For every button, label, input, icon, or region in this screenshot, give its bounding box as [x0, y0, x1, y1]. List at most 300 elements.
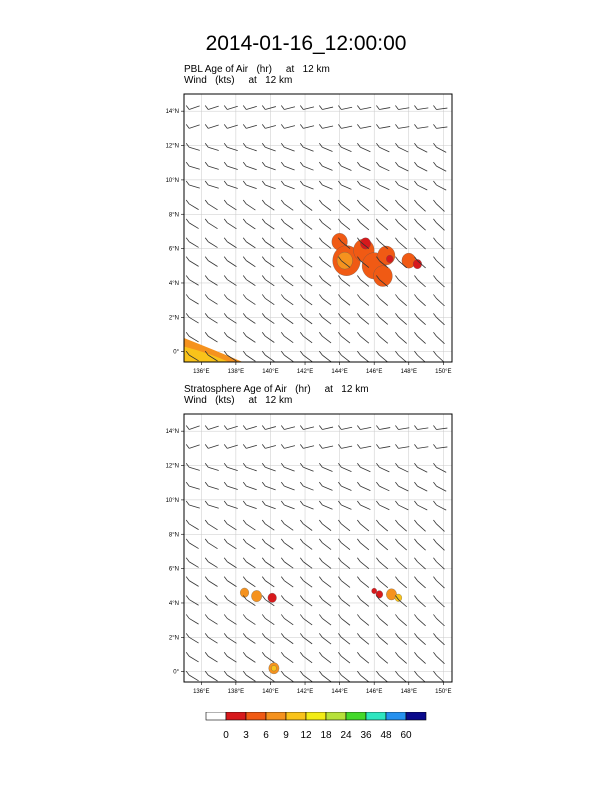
- wind-barb: [262, 200, 274, 210]
- wind-barb: [376, 633, 387, 644]
- wind-barb: [224, 332, 236, 342]
- wind-barb: [357, 425, 371, 429]
- wind-barb: [281, 181, 294, 189]
- wind-barb: [433, 539, 444, 550]
- wind-barb: [376, 124, 390, 128]
- wind-barb: [300, 162, 313, 170]
- wind-barb: [205, 408, 218, 411]
- lon-tick-label: 142°E: [296, 689, 314, 695]
- wind-barb: [224, 313, 236, 323]
- wind-barb: [300, 200, 312, 211]
- wind-barb: [319, 671, 331, 682]
- wind-barb: [262, 463, 275, 471]
- wind-barb: [414, 143, 427, 152]
- wind-barb: [376, 652, 387, 663]
- wind-barb: [319, 294, 331, 305]
- wind-barb: [300, 219, 312, 230]
- wind-barb: [433, 181, 446, 190]
- wind-barb: [205, 633, 217, 643]
- wind-barb: [395, 88, 409, 91]
- lat-tick-label: 2°N: [168, 315, 179, 322]
- wind-barb: [414, 276, 425, 287]
- contour-blob: [378, 246, 395, 265]
- wind-barb: [262, 124, 276, 128]
- wind-barb: [205, 520, 217, 530]
- contour-blob: [372, 588, 377, 594]
- wind-barb: [262, 425, 276, 429]
- wind-barb: [300, 463, 313, 471]
- wind-barb: [414, 294, 425, 305]
- wind-barb: [243, 501, 256, 509]
- wind-barb: [338, 200, 350, 211]
- wind-barb: [376, 520, 387, 531]
- wind-barb: [338, 124, 352, 128]
- colorbar-swatch: [286, 712, 306, 720]
- wind-barb: [300, 520, 312, 531]
- wind-barb: [357, 276, 369, 287]
- wind-barb: [224, 633, 236, 643]
- wind-barb: [281, 539, 293, 549]
- wind-barb: [224, 238, 236, 248]
- wind-barb: [395, 238, 406, 249]
- wind-barb: [357, 181, 370, 190]
- colorbar-label: 48: [380, 730, 392, 741]
- wind-barb: [262, 276, 274, 286]
- wind-barb: [319, 88, 333, 91]
- wind-barb: [243, 219, 255, 229]
- wind-barb: [395, 520, 406, 531]
- wind-barb: [224, 294, 236, 304]
- wind-barb: [186, 463, 200, 470]
- wind-barb: [357, 200, 369, 211]
- wind-barb: [357, 577, 369, 588]
- wind-barb: [414, 444, 428, 448]
- wind-barb: [243, 181, 256, 189]
- stratosphere-age-map: [160, 408, 460, 698]
- contour-blob: [337, 252, 353, 269]
- panel1-title-line1: PBL Age of Air (hr) at 12 km: [184, 64, 330, 75]
- wind-barb: [205, 313, 217, 323]
- wind-barb: [300, 482, 313, 490]
- wind-barb: [357, 124, 371, 128]
- lat-tick-label: 14°N: [165, 429, 179, 436]
- wind-barb: [357, 558, 369, 569]
- wind-barb: [319, 501, 332, 509]
- wind-barb: [281, 143, 294, 151]
- wind-barb: [205, 577, 217, 587]
- wind-barb: [243, 143, 256, 151]
- wind-barb: [281, 219, 293, 229]
- wind-barb: [338, 501, 351, 509]
- lon-tick-label: 136°E: [193, 369, 210, 375]
- wind-barb: [338, 652, 350, 663]
- wind-barb: [281, 444, 295, 448]
- wind-barb: [300, 313, 312, 324]
- lat-tick-label: 12°N: [165, 143, 179, 150]
- wind-barb: [433, 520, 444, 531]
- wind-barb: [414, 162, 427, 171]
- wind-barb: [376, 162, 389, 171]
- wind-barb: [186, 200, 198, 210]
- colorbar-swatch: [226, 712, 246, 720]
- wind-barb: [414, 200, 425, 211]
- wind-barb: [243, 105, 257, 109]
- wind-barb: [262, 162, 275, 170]
- wind-barb: [319, 105, 333, 109]
- contour-blob: [268, 593, 277, 602]
- wind-barb: [262, 88, 276, 91]
- wind-barb: [319, 408, 333, 411]
- colorbar-label: 60: [400, 730, 412, 741]
- wind-barb: [395, 162, 408, 171]
- wind-barb: [376, 88, 390, 91]
- wind-barb: [243, 671, 255, 681]
- wind-barb: [433, 332, 444, 343]
- wind-barb: [262, 482, 275, 490]
- wind-barb: [376, 444, 390, 448]
- wind-barb: [414, 520, 425, 531]
- wind-barb: [395, 294, 406, 305]
- wind-barb: [395, 200, 406, 211]
- wind-barb: [243, 124, 257, 128]
- wind-barb: [186, 614, 198, 624]
- wind-barb: [205, 276, 217, 286]
- wind-barb: [262, 577, 274, 587]
- wind-barb: [205, 558, 217, 568]
- wind-barb: [376, 408, 390, 411]
- wind-barb: [300, 276, 312, 287]
- wind-barb: [243, 444, 257, 448]
- lon-tick-label: 140°E: [262, 369, 279, 375]
- wind-barb: [186, 482, 200, 489]
- colorbar-label: 0: [223, 730, 229, 741]
- wind-barb: [319, 463, 332, 471]
- wind-barb: [395, 425, 409, 429]
- wind-barb: [186, 238, 198, 248]
- wind-barb: [186, 408, 199, 411]
- wind-barb: [376, 671, 387, 682]
- lon-tick-label: 144°E: [331, 369, 348, 375]
- wind-barb: [186, 294, 198, 304]
- wind-barb: [395, 332, 406, 343]
- wind-barb: [395, 408, 409, 411]
- wind-barb: [433, 219, 444, 230]
- wind-barb: [243, 332, 255, 342]
- wind-barb: [205, 444, 218, 448]
- wind-barb: [224, 200, 236, 210]
- wind-barb: [224, 558, 236, 568]
- plot-area: [184, 88, 452, 363]
- wind-barb: [205, 652, 217, 662]
- wind-barb: [300, 425, 314, 429]
- wind-barb: [319, 200, 331, 211]
- wind-barb: [433, 425, 447, 429]
- wind-barb: [205, 257, 217, 267]
- wind-barb: [433, 596, 444, 607]
- wind-barb: [300, 105, 314, 109]
- wind-barb: [300, 614, 312, 625]
- wind-barb: [281, 501, 294, 509]
- wind-barb: [357, 105, 371, 109]
- wind-barb: [395, 482, 408, 491]
- wind-barb: [186, 257, 198, 267]
- wind-barb: [357, 88, 371, 91]
- lon-tick-label: 146°E: [365, 369, 383, 375]
- panel2-title-line2: Wind (kts) at 12 km: [184, 395, 293, 406]
- wind-barb: [338, 520, 350, 531]
- panel2-title-line1: Stratosphere Age of Air (hr) at 12 km: [184, 384, 369, 395]
- wind-barb: [300, 332, 312, 343]
- wind-barb: [395, 633, 406, 644]
- wind-barb: [262, 558, 274, 568]
- wind-barb: [414, 124, 428, 128]
- lat-tick-label: 4°N: [168, 280, 179, 287]
- wind-barb: [262, 501, 275, 509]
- wind-barb: [243, 463, 256, 471]
- wind-barb: [414, 596, 425, 607]
- wind-barb: [376, 558, 387, 569]
- wind-barb: [338, 351, 350, 362]
- wind-barb: [357, 351, 369, 362]
- wind-barb: [205, 105, 218, 109]
- wind-barb: [395, 652, 406, 663]
- wind-barb: [243, 162, 256, 170]
- wind-barb: [376, 482, 389, 491]
- colorbar-label: 9: [283, 730, 289, 741]
- wind-barb: [300, 88, 314, 91]
- wind-barb: [433, 501, 446, 510]
- wind-barb: [433, 276, 444, 287]
- wind-barb: [319, 596, 331, 607]
- wind-barb: [205, 181, 219, 188]
- wind-barb: [319, 257, 331, 268]
- wind-barb: [262, 444, 276, 448]
- wind-barb: [205, 425, 218, 429]
- wind-barb: [319, 520, 331, 531]
- plot-area: [184, 408, 452, 683]
- wind-barb: [243, 200, 255, 210]
- wind-barb: [338, 614, 350, 625]
- wind-barb: [395, 124, 409, 128]
- wind-barb: [300, 501, 313, 509]
- wind-barb: [433, 408, 447, 411]
- wind-barb: [243, 294, 255, 304]
- wind-barb: [319, 482, 332, 490]
- wind-barb: [205, 539, 217, 549]
- lat-tick-label: 10°N: [165, 177, 179, 184]
- wind-barb: [262, 181, 275, 189]
- wind-barb: [357, 671, 369, 682]
- wind-barb: [414, 351, 425, 362]
- wind-barb: [243, 558, 255, 568]
- wind-barb: [357, 633, 369, 644]
- wind-barb: [433, 238, 444, 249]
- wind-barb: [300, 408, 314, 411]
- lat-tick-label: 12°N: [165, 463, 179, 470]
- wind-barb: [300, 351, 312, 362]
- wind-barb: [376, 351, 387, 362]
- colorbar-swatch: [246, 712, 266, 720]
- wind-barb: [338, 219, 350, 230]
- wind-barb: [300, 257, 312, 268]
- wind-barb: [338, 671, 350, 682]
- wind-barb: [281, 88, 295, 91]
- wind-barb: [262, 238, 274, 248]
- wind-barb: [186, 501, 200, 508]
- colorbar-swatch: [366, 712, 386, 720]
- wind-barb: [414, 482, 427, 491]
- wind-barb: [205, 143, 219, 150]
- wind-barb: [243, 408, 257, 411]
- colorbar-label: 24: [340, 730, 352, 741]
- wind-barb: [319, 577, 331, 588]
- wind-barb: [376, 577, 387, 588]
- wind-barb: [262, 257, 274, 267]
- wind-barb: [262, 408, 276, 411]
- colorbar-swatch: [406, 712, 426, 720]
- wind-barb: [414, 332, 425, 343]
- wind-barb: [205, 332, 217, 342]
- wind-barb: [376, 614, 387, 625]
- colorbar-label: 12: [300, 730, 312, 741]
- wind-barb: [224, 614, 236, 624]
- wind-barb: [395, 577, 406, 588]
- wind-barb: [243, 257, 255, 267]
- panel1-title-line2: Wind (kts) at 12 km: [184, 75, 293, 86]
- wind-barb: [338, 88, 352, 91]
- wind-barb: [262, 520, 274, 530]
- wind-barb: [262, 143, 275, 151]
- wind-barb: [186, 105, 199, 109]
- wind-barb: [205, 219, 217, 229]
- lon-tick-label: 150°E: [435, 689, 452, 695]
- wind-barb: [319, 351, 331, 362]
- wind-barb: [376, 200, 387, 211]
- wind-barb: [281, 425, 295, 429]
- wind-barb: [376, 501, 389, 510]
- wind-barb: [243, 614, 255, 624]
- wind-barb: [319, 238, 331, 249]
- wind-barb: [205, 501, 219, 508]
- lon-tick-label: 136°E: [193, 689, 210, 695]
- contour-blob: [386, 255, 393, 263]
- wind-barb: [433, 143, 446, 152]
- wind-barb: [319, 276, 331, 287]
- wind-barb: [186, 520, 198, 530]
- wind-barb: [433, 351, 444, 362]
- wind-barb: [414, 313, 425, 324]
- lat-tick-label: 8°N: [168, 212, 179, 219]
- wind-barb: [338, 539, 350, 550]
- wind-barb: [300, 124, 314, 128]
- wind-barb: [338, 105, 352, 109]
- wind-barb: [395, 351, 406, 362]
- wind-barb: [281, 105, 295, 109]
- wind-barb: [281, 238, 293, 248]
- wind-barb: [395, 276, 406, 287]
- wind-barb: [224, 408, 238, 411]
- wind-barb: [186, 633, 198, 643]
- wind-barb: [300, 577, 312, 588]
- lon-tick-label: 148°E: [400, 689, 417, 695]
- wind-barb: [433, 633, 444, 644]
- wind-barb: [300, 652, 312, 663]
- wind-barb: [319, 162, 332, 170]
- wind-barb: [357, 408, 371, 411]
- wind-barb: [281, 652, 293, 662]
- wind-barb: [395, 143, 408, 152]
- wind-barb: [186, 313, 198, 323]
- wind-barb: [319, 444, 333, 448]
- wind-barb: [262, 633, 274, 643]
- wind-barb: [300, 238, 312, 249]
- wind-barb: [186, 671, 198, 681]
- wind-barb: [243, 88, 257, 91]
- wind-barb: [205, 671, 217, 681]
- wind-barb: [281, 671, 293, 681]
- wind-barb: [433, 257, 444, 268]
- lon-tick-label: 150°E: [435, 369, 452, 375]
- wind-barb: [357, 313, 369, 324]
- wind-barb: [281, 577, 293, 587]
- wind-barb: [357, 614, 369, 625]
- lat-tick-label: 8°N: [168, 532, 179, 539]
- colorbar-swatch: [386, 712, 406, 720]
- wind-barb: [205, 88, 218, 91]
- wind-barb: [243, 520, 255, 530]
- lat-tick-label: 2°N: [168, 635, 179, 642]
- wind-barb: [414, 219, 425, 230]
- wind-barb: [338, 294, 350, 305]
- contour-blob: [373, 266, 392, 287]
- wind-barb: [300, 539, 312, 550]
- wind-barb: [395, 501, 408, 510]
- wind-barb: [395, 671, 406, 682]
- wind-barb: [300, 181, 313, 189]
- colorbar-swatch: [266, 712, 286, 720]
- wind-barb: [433, 577, 444, 588]
- colorbar-label: 36: [360, 730, 372, 741]
- wind-barb: [262, 539, 274, 549]
- colorbar-label: 3: [243, 730, 249, 741]
- lon-tick-label: 138°E: [227, 369, 245, 375]
- wind-barb: [224, 539, 236, 549]
- wind-barb: [376, 219, 387, 230]
- wind-barb: [357, 596, 369, 607]
- wind-barb: [186, 558, 198, 568]
- wind-barb: [224, 596, 236, 606]
- wind-barb: [357, 482, 370, 491]
- wind-barb: [414, 425, 428, 429]
- wind-barb: [319, 313, 331, 324]
- wind-barb: [376, 105, 390, 109]
- wind-barb: [243, 652, 255, 662]
- wind-barb: [395, 539, 406, 550]
- lon-tick-label: 144°E: [331, 689, 348, 695]
- contour-blob: [376, 591, 383, 599]
- wind-barb: [243, 276, 255, 286]
- wind-barb: [414, 238, 425, 249]
- lat-tick-label: 6°N: [168, 566, 179, 573]
- wind-barb: [338, 162, 351, 170]
- wind-barb: [205, 614, 217, 624]
- wind-barb: [376, 313, 387, 324]
- wind-barb: [281, 276, 293, 286]
- wind-barb: [338, 143, 351, 151]
- contour-blob: [240, 588, 249, 597]
- wind-barb: [205, 200, 217, 210]
- lon-tick-label: 140°E: [262, 689, 279, 695]
